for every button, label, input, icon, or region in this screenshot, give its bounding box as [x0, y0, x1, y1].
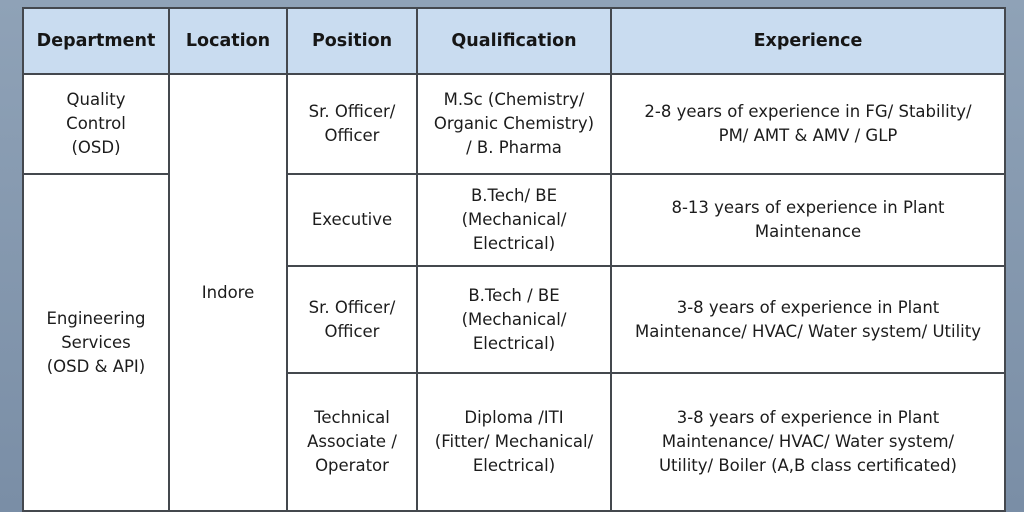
department-cell: Engineering Services (OSD & API): [23, 174, 169, 511]
header-experience: Experience: [611, 8, 1005, 74]
location-cell: Indore: [169, 74, 287, 511]
department-cell: Quality Control (OSD): [23, 74, 169, 174]
position-cell: Executive: [287, 174, 417, 266]
qualification-cell: B.Tech / BE (Mechanical/ Electrical): [417, 266, 611, 373]
position-cell: Sr. Officer/ Officer: [287, 74, 417, 174]
experience-cell: 3-8 years of experience in Plant Maintenance/ HVAC/ Water system/ Utility: [611, 266, 1005, 373]
experience-cell: 2-8 years of experience in FG/ Stability/ PM/ AMT & AMV / GLP: [611, 74, 1005, 174]
table-row: [23, 74, 1005, 174]
header-row: [23, 8, 1005, 74]
position-cell: Sr. Officer/ Officer: [287, 266, 417, 373]
experience-cell: 3-8 years of experience in Plant Maintenance/ HVAC/ Water system/ Utility/ Boiler (A,B class certificated): [611, 373, 1005, 511]
header-position: Position: [287, 8, 417, 74]
header-location: Location: [169, 8, 287, 74]
header-department: Department: [23, 8, 169, 74]
qualification-cell: B.Tech/ BE (Mechanical/ Electrical): [417, 174, 611, 266]
experience-cell: 8-13 years of experience in Plant Maintenance: [611, 174, 1005, 266]
qualification-cell: Diploma /ITI (Fitter/ Mechanical/ Electrical): [417, 373, 611, 511]
header-qualification: Qualification: [417, 8, 611, 74]
job-openings-table: [22, 7, 1006, 512]
qualification-cell: M.Sc (Chemistry/ Organic Chemistry) / B. Pharma: [417, 74, 611, 174]
position-cell: Technical Associate / Operator: [287, 373, 417, 511]
